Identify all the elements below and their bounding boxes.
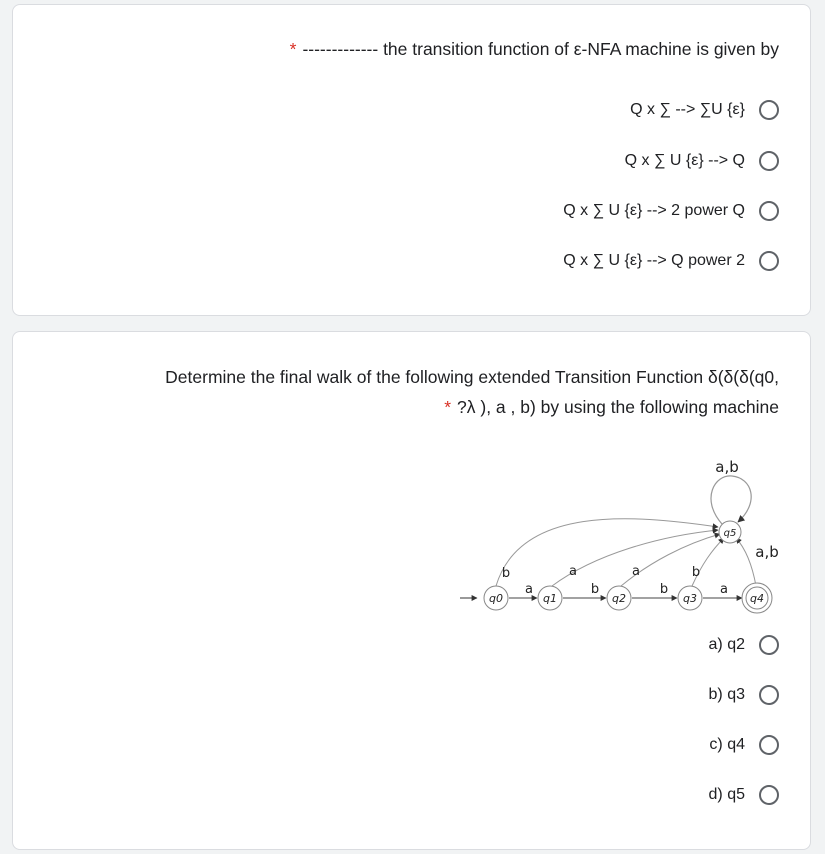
q2-option-c-label: c) q4 bbox=[709, 736, 745, 753]
nfa-transition-diagram bbox=[460, 454, 790, 614]
required-asterisk: * bbox=[289, 39, 297, 59]
radio-button-icon[interactable] bbox=[759, 635, 779, 655]
edge-q2-q5-label: a bbox=[632, 564, 640, 579]
radio-button-icon[interactable] bbox=[759, 785, 779, 805]
state-q5 bbox=[719, 521, 741, 543]
edge-q2-q3-label: b bbox=[659, 582, 669, 597]
edge-q4-q5-label: a,b bbox=[755, 543, 779, 561]
q2-option-a[interactable] bbox=[709, 632, 779, 658]
question-1-text: ------------- the transition function of ε-NFA machine is given by bbox=[302, 39, 779, 59]
q1-option-3[interactable] bbox=[563, 198, 779, 224]
question-card-1 bbox=[12, 4, 811, 316]
question-2-title bbox=[49, 362, 779, 422]
q2-option-d[interactable] bbox=[709, 782, 779, 808]
question-1-title bbox=[290, 34, 779, 64]
q1-option-4[interactable] bbox=[563, 248, 779, 274]
state-q0-label: q0 bbox=[489, 592, 503, 605]
q2-option-d-label: d) q5 bbox=[708, 786, 745, 803]
q2-option-a-label: a) q2 bbox=[708, 636, 745, 653]
state-q2-label: q2 bbox=[612, 592, 626, 605]
question-2-title-line-2-text: ?λ ), a , b) by using the following machine bbox=[457, 397, 779, 417]
state-q0 bbox=[484, 586, 508, 610]
q1-option-1[interactable] bbox=[630, 97, 779, 123]
state-q4-label: q4 bbox=[750, 592, 764, 605]
edge-q0-q5-label: b bbox=[501, 566, 511, 581]
radio-button-icon[interactable] bbox=[759, 201, 779, 221]
q2-option-c[interactable] bbox=[709, 732, 779, 758]
radio-button-icon[interactable] bbox=[759, 100, 779, 120]
q2-option-b[interactable] bbox=[709, 682, 779, 708]
state-q3 bbox=[678, 586, 702, 610]
radio-button-icon[interactable] bbox=[759, 251, 779, 271]
edge-q4-q5 bbox=[736, 538, 756, 586]
edge-q3-q4-label: a bbox=[720, 582, 728, 597]
radio-button-icon[interactable] bbox=[759, 735, 779, 755]
edge-q3-q5-label: b bbox=[691, 565, 701, 580]
edge-q5-loop bbox=[711, 476, 751, 524]
question-2-title-line-1: Determine the final walk of the following extended Transition Function δ(δ(δ(q0, bbox=[165, 367, 779, 387]
state-q4-accepting bbox=[742, 583, 772, 613]
edge-q0-q5 bbox=[496, 519, 718, 586]
radio-button-icon[interactable] bbox=[759, 151, 779, 171]
question-2-title-line-2 bbox=[49, 392, 779, 422]
q1-option-3-label: Q x ∑ U {ε} --> 2 power Q bbox=[563, 202, 745, 219]
state-q3-label: q3 bbox=[683, 592, 697, 605]
required-asterisk: * bbox=[444, 397, 452, 417]
edge-q1-q2-label: b bbox=[590, 582, 600, 597]
state-q1 bbox=[538, 586, 562, 610]
state-q5-label: q5 bbox=[723, 528, 737, 539]
edge-q0-q1-label: a bbox=[525, 582, 533, 597]
state-q1-label: q1 bbox=[543, 592, 557, 605]
edge-q5-loop-label: a,b bbox=[715, 458, 739, 476]
edge-q1-q5-label: a bbox=[569, 564, 577, 579]
question-card-2 bbox=[12, 331, 811, 850]
q1-option-1-label: Q x ∑ --> ∑U {ε} bbox=[630, 101, 745, 118]
q1-option-2[interactable] bbox=[625, 148, 779, 174]
q1-option-2-label: Q x ∑ U {ε} --> Q bbox=[624, 152, 745, 169]
state-q2 bbox=[607, 586, 631, 610]
q2-option-b-label: b) q3 bbox=[708, 686, 745, 703]
radio-button-icon[interactable] bbox=[759, 685, 779, 705]
q1-option-4-label: Q x ∑ U {ε} --> Q power 2 bbox=[563, 252, 745, 269]
